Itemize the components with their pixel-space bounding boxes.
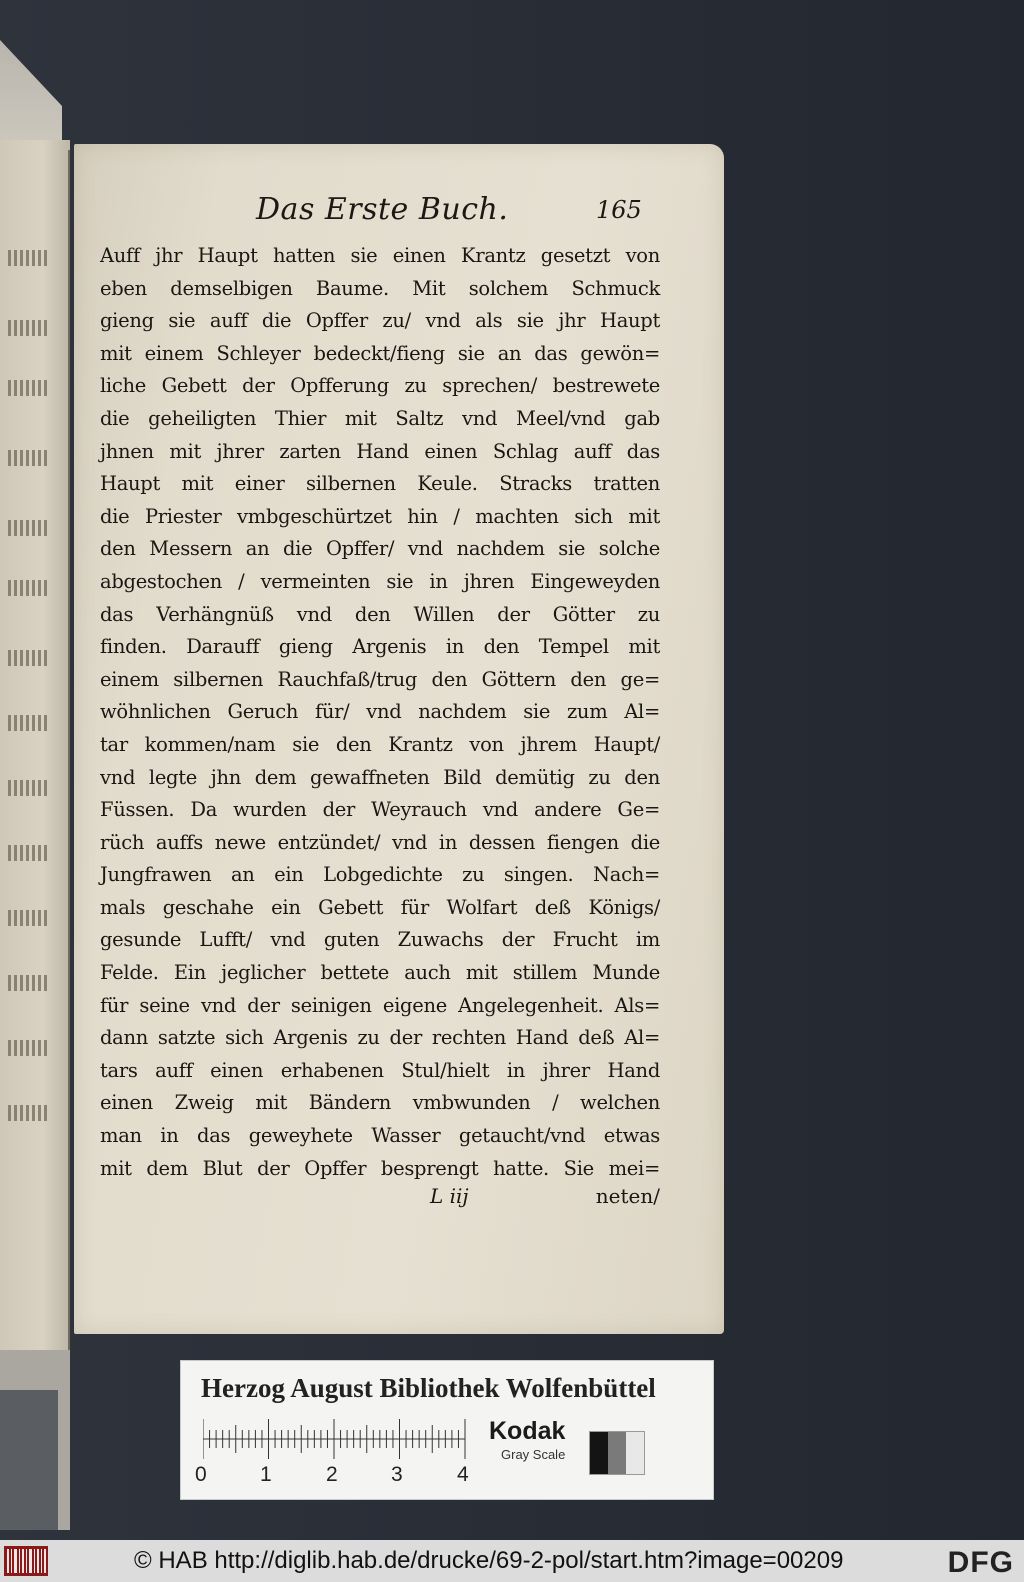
ghost-text	[8, 910, 48, 926]
text-line: gieng sie auff die Opffer zu/ vnd als sie jhr Haupt	[100, 309, 660, 333]
text-line: man in das geweyhete Wasser getaucht/vnd etwas	[100, 1124, 660, 1148]
ruler-number: 3	[391, 1463, 403, 1486]
text-line: Füssen. Da wurden der Weyrauch vnd andere Ge=	[100, 798, 660, 822]
kodak-logo: Kodak	[489, 1417, 566, 1445]
text-line: das Verhängnüß vnd den Willen der Götter zu	[100, 602, 660, 626]
gray-patch	[590, 1432, 608, 1474]
ruler-number: 0	[195, 1463, 207, 1486]
ruler-number: 4	[457, 1463, 469, 1486]
page-foot	[100, 1184, 660, 1216]
text-line: mals geschahe ein Gebett für Wolfart deß Königs/	[100, 895, 660, 919]
signature-mark: L iij	[430, 1184, 469, 1208]
ghost-text	[8, 1040, 48, 1056]
ghost-text	[8, 450, 48, 466]
ghost-text	[8, 1105, 48, 1121]
page-number: 165	[596, 196, 642, 224]
book-page	[74, 144, 724, 1334]
text-line: dann satzte sich Argenis zu der rechten Hand deß Al=	[100, 1026, 660, 1050]
ghost-text	[8, 580, 48, 596]
ghost-text	[8, 250, 48, 266]
ruler-number: 1	[260, 1463, 272, 1486]
left-page-bottom	[0, 1350, 70, 1530]
text-line: wöhnlichen Geruch für/ vnd nachdem sie zum Al=	[100, 700, 660, 724]
ghost-text	[8, 320, 48, 336]
text-line: Haupt mit einer silbernen Keule. Stracks tratten	[100, 472, 660, 496]
text-line: jhnen mit jhrer zarten Hand einen Schlag auff das	[100, 439, 660, 463]
barcode-icon	[4, 1546, 48, 1576]
text-line: eben demselbigen Baume. Mit solchem Schmuck	[100, 276, 660, 300]
page-gutter	[68, 150, 71, 1350]
dfg-logo: DFG	[947, 1546, 1014, 1579]
text-line: tars auff einen erhabenen Stul/hielt in jhrer Hand	[100, 1058, 660, 1082]
text-line: mit dem Blut der Opffer besprengt hatte. Sie mei=	[100, 1156, 660, 1180]
ghost-text	[8, 380, 48, 396]
ghost-text	[8, 975, 48, 991]
text-line: abgestochen / vermeinten sie in jhren Eingeweyden	[100, 569, 660, 593]
ruler-numbers	[195, 1463, 495, 1489]
text-line: einen Zweig mit Bändern vmbwunden / welchen	[100, 1091, 660, 1115]
text-line: für seine vnd der seinigen eigene Angelegenheit. Als=	[100, 993, 660, 1017]
ghost-text	[8, 780, 48, 796]
text-line: Jungfrawen an ein Lobgedichte zu singen. Nach=	[100, 863, 660, 887]
text-line: die geheiligten Thier mit Saltz vnd Meel/vnd gab	[100, 406, 660, 430]
ghost-text	[8, 715, 48, 731]
footer-bar	[0, 1540, 1024, 1582]
text-line: die Priester vmbgeschürtzet hin / machten sich mit	[100, 504, 660, 528]
gray-scale-label: Gray Scale	[501, 1447, 566, 1462]
text-line: Auff jhr Haupt hatten sie einen Krantz gesetzt von	[100, 244, 660, 267]
ruler-number: 2	[326, 1463, 338, 1486]
ghost-text	[8, 520, 48, 536]
text-line: finden. Darauff gieng Argenis in den Tempel mit	[100, 635, 660, 659]
scale-ruler	[203, 1419, 469, 1459]
catchword: neten/	[595, 1184, 660, 1208]
library-name: Herzog August Bibliothek Wolfenbüttel	[201, 1373, 656, 1403]
text-line: gesunde Lufft/ vnd guten Zuwachs der Frucht im	[100, 928, 660, 952]
gray-patch	[626, 1432, 644, 1474]
ghost-text	[8, 845, 48, 861]
text-line: mit einem Schleyer bedeckt/fieng sie an das gewön=	[100, 341, 660, 365]
text-line: liche Gebett der Opfferung zu sprechen/ bestrewete	[100, 374, 660, 398]
text-line: rüch auffs newe entzündet/ vnd in dessen fiengen die	[100, 830, 660, 854]
running-head: Das Erste Buch.	[256, 192, 509, 227]
text-line: vnd legte jhn dem gewaffneten Bild demütig zu den	[100, 765, 660, 789]
gray-patch	[608, 1432, 626, 1474]
body-text	[100, 240, 660, 1185]
color-scale-card	[180, 1360, 714, 1500]
left-page-fragment	[0, 140, 70, 1350]
text-line: Felde. Ein jeglicher bettete auch mit stillem Munde	[100, 961, 660, 985]
left-page-shadow	[0, 1390, 58, 1530]
text-line: einem silbernen Rauchfaß/trug den Göttern den ge=	[100, 667, 660, 691]
text-line: den Messern an die Opffer/ vnd nachdem sie solche	[100, 537, 660, 561]
text-line: tar kommen/nam sie den Krantz von jhrem Haupt/	[100, 732, 660, 756]
gray-patches	[589, 1431, 645, 1475]
ghost-text	[8, 650, 48, 666]
copyright-link[interactable]: © HAB http://diglib.hab.de/drucke/69-2-pol/start.htm?image=00209	[134, 1547, 844, 1574]
